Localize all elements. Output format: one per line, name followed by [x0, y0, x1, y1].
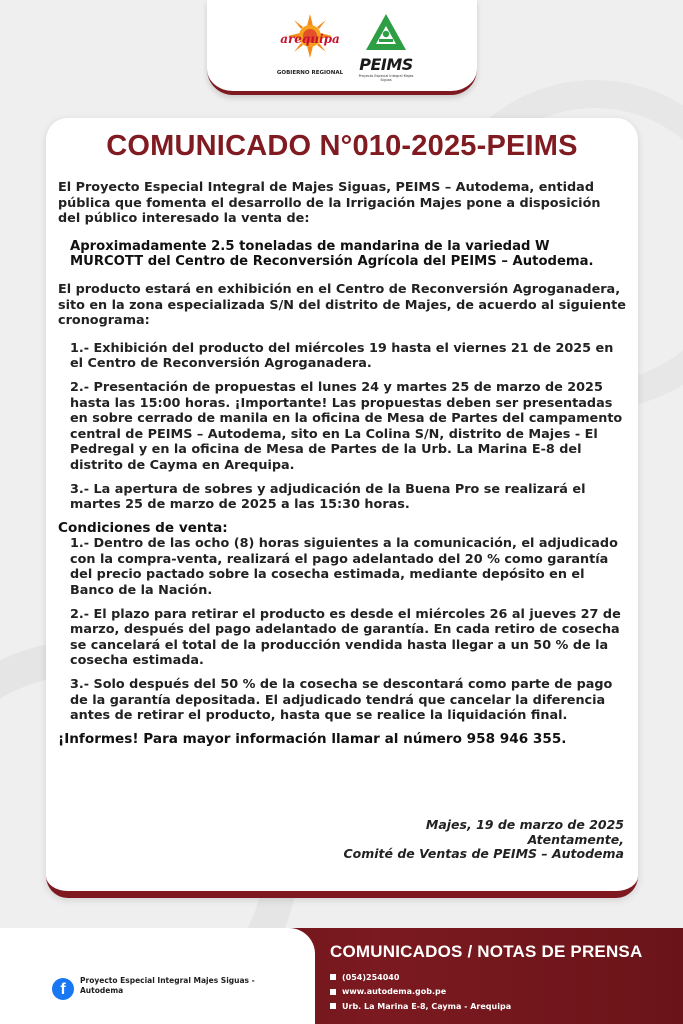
peims-wordmark: PEIMS: [359, 55, 413, 74]
facebook-page-name: Proyecto Especial Integral Majes Siguas - Autodema: [80, 976, 255, 995]
signer: Comité de Ventas de PEIMS – Autodema: [343, 846, 624, 861]
facebook-link[interactable]: [52, 976, 292, 1006]
schedule-item: 3.- La apertura de sobres y adjudicación de la Buena Pro se realizará el martes 25 de marzo de 2025 a las 15:30 horas.: [70, 481, 586, 513]
intro-paragraph: El Proyecto Especial Integral de Majes Siguas, PEIMS – Autodema, entidad pública que fomenta el desarrollo de la Irrigación Majes pone a disposición del público interesado la venta de:: [58, 180, 601, 227]
gobierno-regional-logo: [269, 14, 351, 84]
header-logos: [207, 0, 477, 95]
exhibition-paragraph: El producto estará en exhibición en el Centro de Reconversión Agroganadera, sito en la zona especializada S/N del distrito de Majes, de acuerdo al siguiente cronograma:: [58, 281, 626, 329]
footer-social-panel: [0, 928, 315, 1024]
condition-item: 2.- El plazo para retirar el producto es desde el miércoles 26 al jueves 27 de marzo, después del pago adelantado de garantía. En cada retiro de cosecha se cancelará el total de la producción vendida hasta llegar a un 50 % de la cosecha estimada.: [70, 606, 621, 669]
contact-list: [330, 970, 670, 1014]
website-link[interactable]: www.autodema.gob.pe: [342, 987, 447, 997]
bullet-square-icon: [330, 989, 336, 995]
informes-line: ¡Informes! Para mayor información llamar al número 958 946 355.: [58, 730, 567, 747]
condition-item: 1.- Dentro de las ocho (8) horas siguientes a la comunicación, el adjudicado con la compra-venta, realizará el pago adelantado del 20 % como garantía del precio pactado sobre la cosecha estimada, mediante depósito en el Banco de la Nación.: [70, 536, 618, 599]
bullet-square-icon: [330, 1003, 336, 1009]
bullet-square-icon: [330, 974, 336, 980]
footer-title: COMUNICADOS / NOTAS DE PRENSA: [330, 942, 643, 961]
address-text: Urb. La Marina E-8, Cayma - Arequipa: [342, 1001, 512, 1011]
place-date: Majes, 19 de marzo de 2025: [425, 817, 624, 832]
communique-body: [58, 180, 626, 747]
communique-card: [46, 118, 638, 898]
gobierno-regional-caption: GOBIERNO REGIONAL: [276, 70, 344, 76]
contact-address: [330, 999, 670, 1014]
peims-caption: Proyecto Especial Integral Majes Siguas: [358, 74, 414, 82]
facebook-icon: f: [52, 978, 74, 1000]
closing: Atentamente,: [527, 831, 624, 847]
arequipa-wordmark: arequipa: [280, 32, 340, 46]
conditions-heading: Condiciones de venta:: [58, 519, 228, 536]
peims-logo: [355, 12, 417, 86]
contact-phone: [330, 970, 670, 985]
product-highlight: Aproximadamente 2.5 toneladas de mandarina de la variedad W MURCOTT del Centro de Reconversión Agrícola del PEIMS – Autodema.: [70, 238, 594, 270]
schedule-item: 1.- Exhibición del producto del miércoles 19 hasta el viernes 21 de 2025 en el Centro de Reconversión Agroganadera.: [70, 340, 614, 372]
phone-number: (054)254040: [342, 972, 400, 982]
condition-item: 3.- Solo después del 50 % de la cosecha se descontará como parte de pago de la garantía depositada. El adjudicado tendrá que cancelar la diferencia antes de retirar el producto, hasta que se realice la liquidación final.: [70, 677, 613, 724]
footer: [0, 928, 683, 1024]
contact-website: [330, 985, 670, 1000]
schedule-item: 2.- Presentación de propuestas el lunes 24 y martes 25 de marzo de 2025 hasta las 15:00 horas. ¡Importante! Las propuestas deben ser presentadas en sobre cerrado de manila en la oficina de Mesa de Partes del campamento central de PEIMS – Autodema, sito en La Colina S/N, distrito de Majes - El Pedregal y en la oficina de Mesa de Partes de la Urb. La Marina E-8 del distrito de Cayma en Arequipa.: [70, 379, 623, 473]
signature-block: [343, 818, 624, 862]
peims-mountain-icon: [365, 12, 407, 54]
communique-title: COMUNICADO N°010-2025-PEIMS: [106, 130, 578, 162]
